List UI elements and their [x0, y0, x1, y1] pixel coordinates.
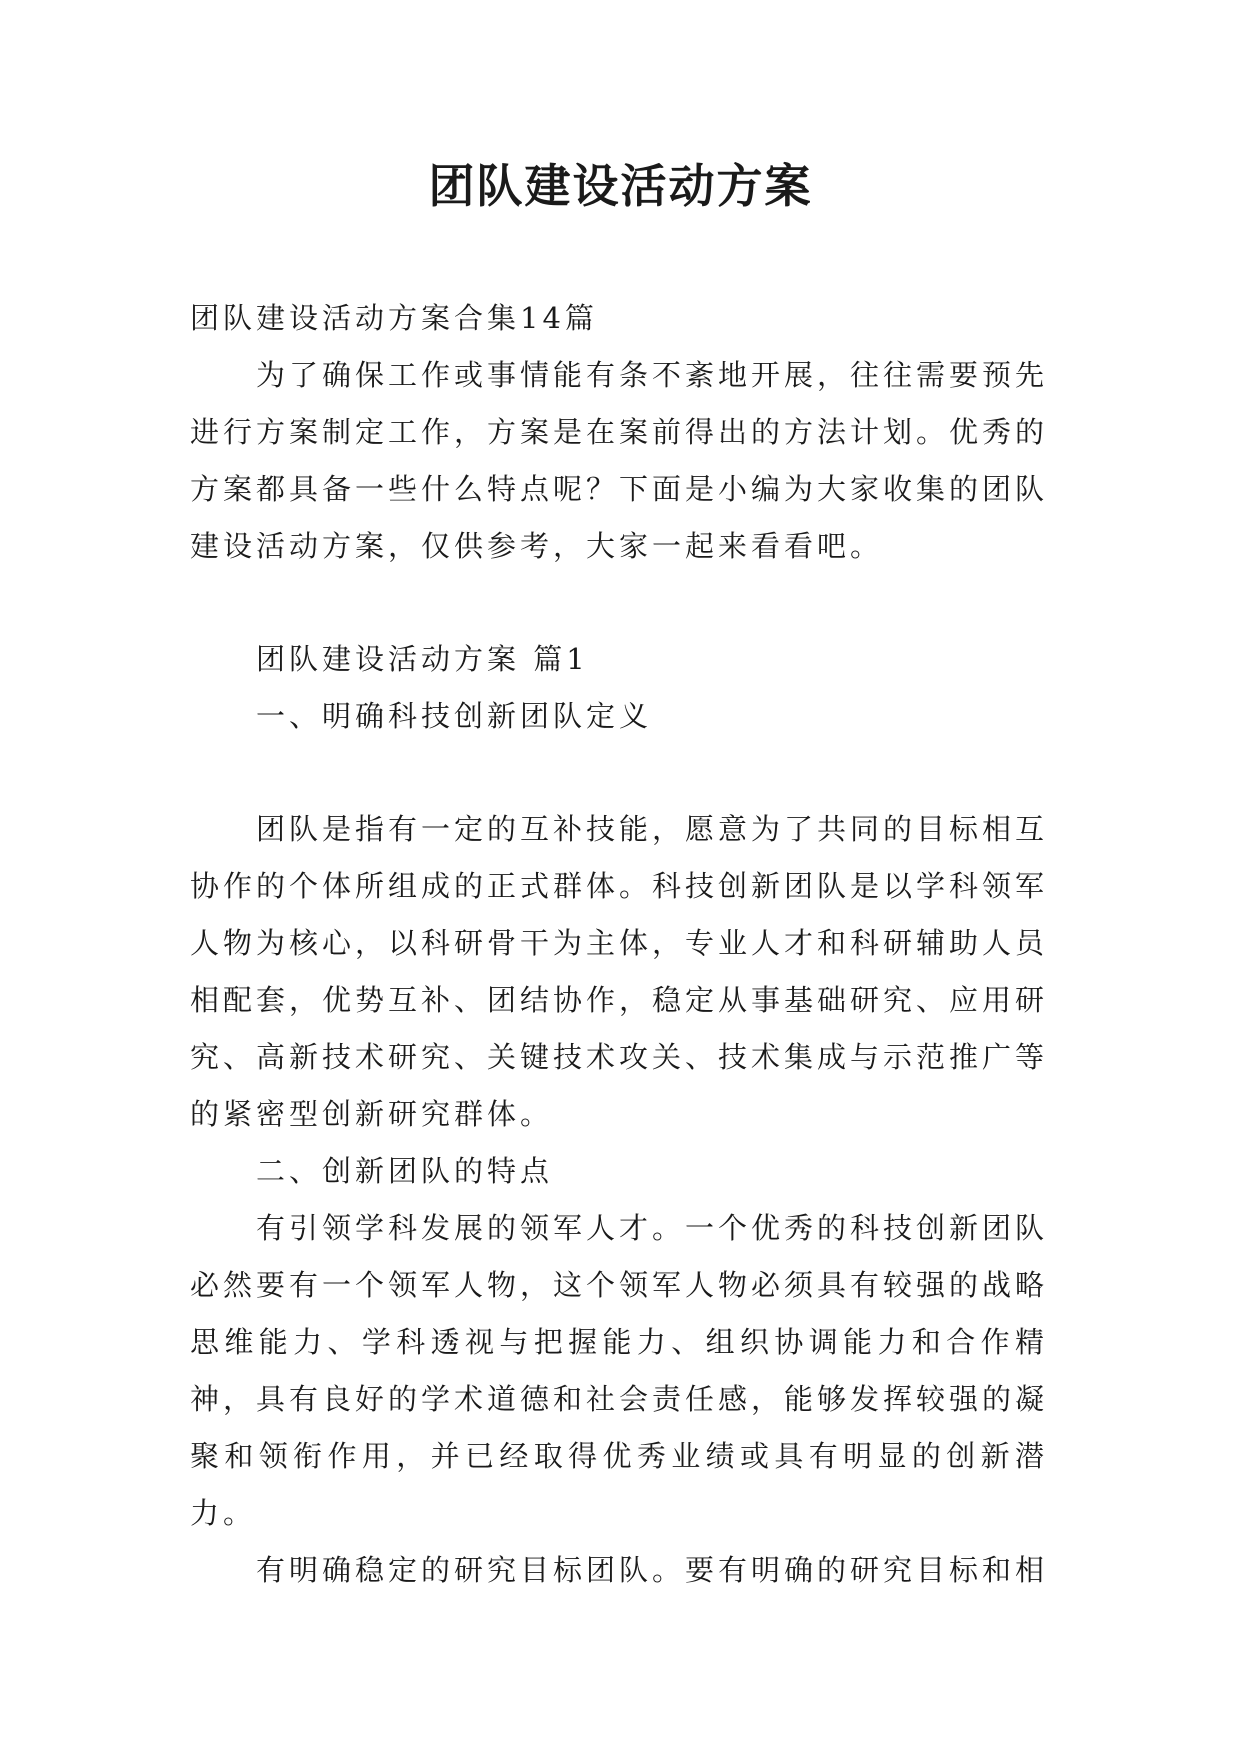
- goal-paragraph: 有明确稳定的研究目标团队。要有明确的研究目标和相: [256, 1553, 1049, 1587]
- section-title: 团队建设活动方案 篇1: [256, 642, 589, 676]
- heading-definition: 一、明确科技创新团队定义: [256, 699, 653, 733]
- document-body: [190, 290, 1048, 1599]
- intro-paragraph: 为了确保工作或事情能有条不紊地开展，往往需要预先进行方案制定工作，方案是在案前得出的方法计划。优秀的方案都具备一些什么特点呢？下面是小编为大家收集的团队建设活动方案，仅供参考，大家一起来看看吧。: [190, 358, 1049, 563]
- heading-features: 二、创新团队的特点: [256, 1154, 554, 1188]
- document-title: 团队建设活动方案: [428, 159, 813, 213]
- definition-paragraph: 团队是指有一定的互补技能，愿意为了共同的目标相互协作的个体所组成的正式群体。科技创新团队是以学科领军人物为核心，以科研骨干为主体，专业人才和科研辅助人员相配套，优势互补、团结协作，稳定从事基础研究、应用研究、高新技术研究、关键技术攻关、技术集成与示范推广等的紧密型创新研究群体。: [190, 812, 1049, 1131]
- document-subtitle: 团队建设活动方案合集14篇: [190, 301, 598, 335]
- leader-paragraph: 有引领学科发展的领军人才。一个优秀的科技创新团队必然要有一个领军人物，这个领军人物必须具有较强的战略思维能力、学科透视与把握能力、组织协调能力和合作精神，具有良好的学术道德和社会责任感，能够发挥较强的凝聚和领衔作用，并已经取得优秀业绩或具有明显的创新潜力。: [190, 1211, 1049, 1530]
